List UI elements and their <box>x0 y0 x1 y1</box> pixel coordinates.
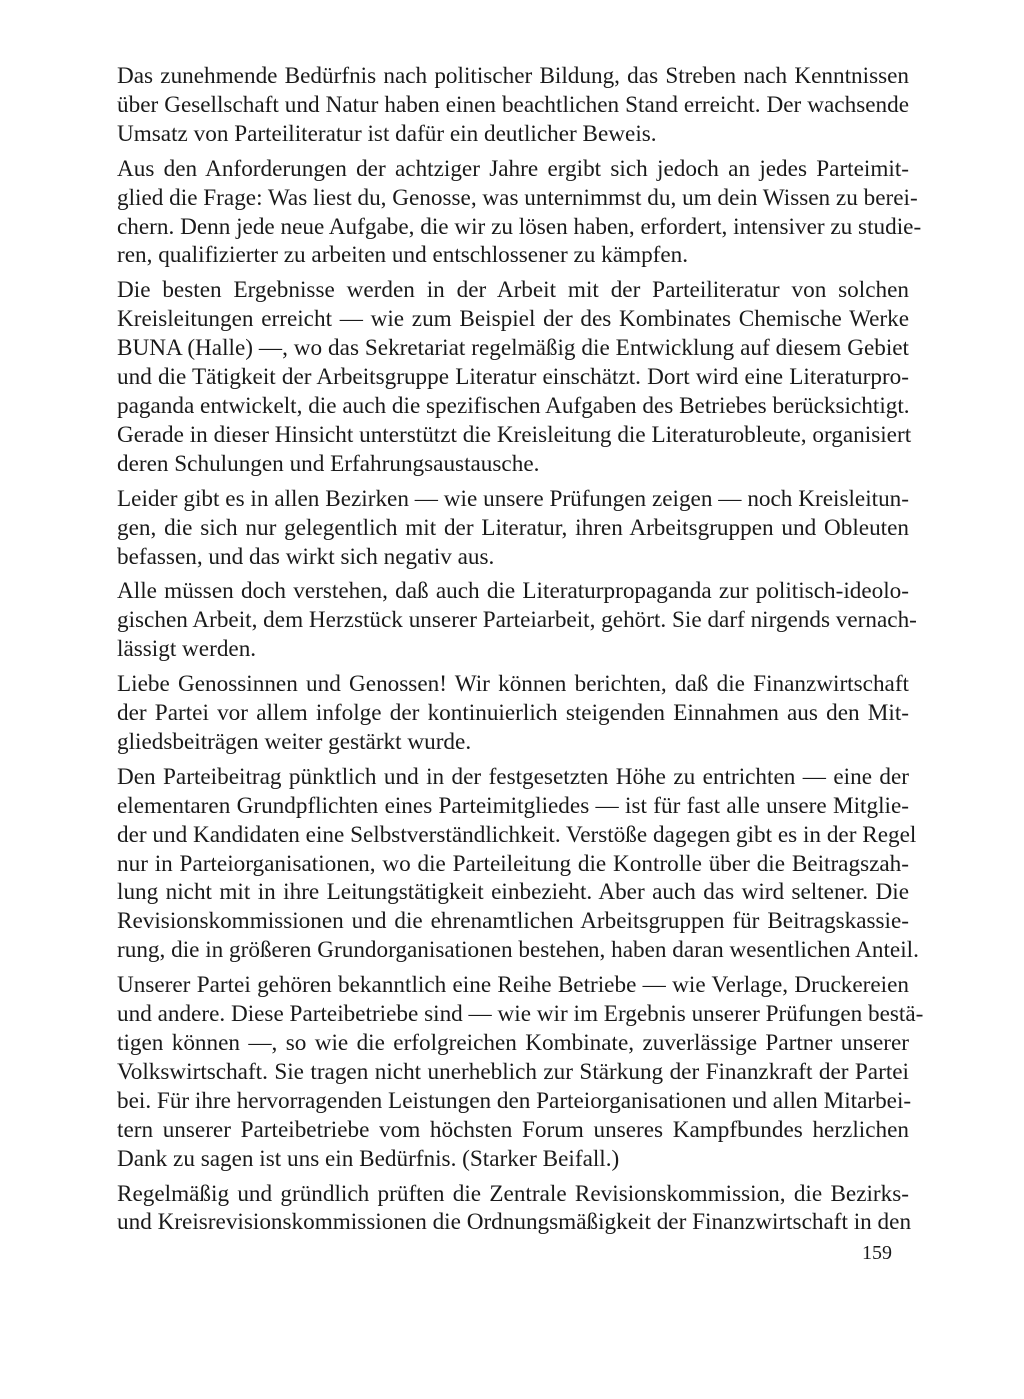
text-line: lässigt werden. <box>117 636 257 663</box>
text-line: gen, die sich nur gelegentlich mit der Literatur, ihren Arbeitsgruppen und Obleuten <box>117 514 909 541</box>
text-line: Aus den Anforderungen der achtziger Jahre ergibt sich jedoch an jedes Parteimit- <box>117 155 909 182</box>
text-line: paganda entwickelt, die auch die spezifischen Aufgaben des Betriebes berücksichtigt. <box>117 392 910 419</box>
text-line: Regelmäßig und gründlich prüften die Zentrale Revisionskommission, die Bezirks- <box>117 1180 909 1207</box>
text-line: deren Schulungen und Erfahrungsaustausche. <box>117 450 540 477</box>
text-line: und andere. Diese Parteibetriebe sind — wie wir im Ergebnis unserer Prüfungen bestä- <box>117 1001 924 1028</box>
text-line: BUNA (Halle) —, wo das Sekretariat regelmäßig die Entwicklung auf diesem Gebiet <box>117 335 909 362</box>
text-line: Kreisleitungen erreicht — wie zum Beispiel der des Kombinates Chemische Werke <box>117 306 909 333</box>
text-line: ren, qualifizierter zu arbeiten und entschlossener zu kämpfen. <box>117 242 689 269</box>
text-body <box>117 62 924 1237</box>
page-body <box>117 62 924 1243</box>
text-line: und Kreisrevisionskommissionen die Ordnungsmäßigkeit der Finanzwirtschaft in den <box>117 1209 912 1236</box>
paragraph <box>117 670 909 757</box>
text-line: der und Kandidaten eine Selbstverständlichkeit. Verstöße dagegen gibt es in der Regel <box>117 821 917 848</box>
text-line: bei. Für ihre hervorragenden Leistungen den Parteiorganisationen und allen Mitarbei- <box>117 1087 912 1114</box>
paragraph <box>117 155 922 271</box>
text-line: tigen können —, so wie die erfolgreichen Kombinate, zuverlässige Partner unserer <box>117 1030 909 1056</box>
text-line: rung, die in größeren Grundorganisationen bestehen, haben daran wesentlichen Anteil. <box>117 937 919 964</box>
text-line: und die Tätigkeit der Arbeitsgruppe Literatur einschätzt. Dort wird eine Literaturpro- <box>117 364 909 391</box>
text-line: Den Parteibeitrag pünktlich und in der festgesetzten Höhe zu entrichten — eine der <box>117 763 909 790</box>
paragraph <box>117 971 924 1173</box>
paragraph <box>117 62 909 149</box>
text-line: lung nicht mit in ihre Leitungstätigkeit einbezieht. Aber auch das wird seltener. Die <box>117 879 909 906</box>
text-line: elementaren Grundpflichten eines Parteimitgliedes — ist für fast alle unsere Mitglie- <box>117 792 909 819</box>
text-line: Volkswirtschaft. Sie tragen nicht unerheblich zur Stärkung der Finanzkraft der Partei <box>117 1058 909 1085</box>
paragraph <box>117 276 912 478</box>
text-line: Die besten Ergebnisse werden in der Arbeit mit der Parteiliteratur von solchen <box>117 277 909 304</box>
text-line: gliedsbeiträgen weiter gestärkt wurde. <box>117 728 472 755</box>
text-line: tern unserer Parteibetriebe vom höchsten Forum unseres Kampfbundes herzlichen <box>117 1116 909 1143</box>
text-line: chern. Denn jede neue Aufgabe, die wir zu lösen haben, erfordert, intensiver zu studie- <box>117 213 922 240</box>
text-line: Unserer Partei gehören bekanntlich eine Reihe Betriebe — wie Verlage, Druckereien <box>117 972 909 999</box>
text-line: Dank zu sagen ist uns ein Bedürfnis. (Starker Beifall.) <box>117 1145 620 1172</box>
text-line: glied die Frage: Was liest du, Genosse, was unternimmst du, um dein Wissen zu berei- <box>117 184 918 211</box>
text-line: Umsatz von Parteiliteratur ist dafür ein deutlicher Beweis. <box>117 120 657 147</box>
text-line: Das zunehmende Bedürfnis nach politischer Bildung, das Streben nach Kenntnissen <box>117 63 909 89</box>
text-line: über Gesellschaft und Natur haben einen beachtlichen Stand erreicht. Der wachsende <box>117 91 909 118</box>
page-number: 159 <box>862 1242 892 1264</box>
text-line: Revisionskommissionen und die ehrenamtlichen Arbeitsgruppen für Beitragskassie- <box>117 908 909 935</box>
text-line: nur in Parteiorganisationen, wo die Parteileitung die Kontrolle über die Beitragszah- <box>117 850 909 877</box>
text-line: befassen, und das wirkt sich negativ aus. <box>117 543 495 570</box>
paragraph <box>117 577 917 664</box>
text-line: der Partei vor allem infolge der kontinuierlich steigenden Einnahmen aus den Mit- <box>117 700 909 727</box>
text-line: Leider gibt es in allen Bezirken — wie unsere Prüfungen zeigen — noch Kreisleitun- <box>117 485 909 512</box>
paragraph <box>117 763 919 965</box>
paragraph <box>117 1180 912 1238</box>
text-line: gischen Arbeit, dem Herzstück unserer Parteiarbeit, gehört. Sie darf nirgends vernach- <box>117 607 917 634</box>
text-line: Alle müssen doch verstehen, daß auch die Literaturpropaganda zur politisch-ideolo- <box>117 578 909 605</box>
text-line: Liebe Genossinnen und Genossen! Wir können berichten, daß die Finanzwirtschaft <box>117 671 909 698</box>
text-line: Gerade in dieser Hinsicht unterstützt die Kreisleitung die Literaturobleute, organisiert <box>117 421 912 448</box>
paragraph <box>117 485 909 572</box>
